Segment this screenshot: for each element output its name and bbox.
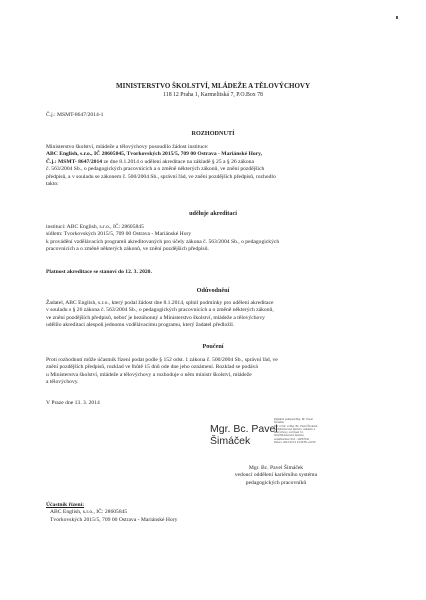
intro-line-3-rest: ze dne 8.1.2014 o udělení akreditace na základě § 25 a § 26 zákona <box>102 158 254 165</box>
instruction-line-4: a tělovýchovy. <box>46 379 79 386</box>
signature-metadata <box>274 418 358 444</box>
signature-name-line-2: Šimáček <box>210 435 251 447</box>
intro-line-5: předpisů, a v souladu se zákonem č. 500/2004 Sb., správní řád, ve znění pozdějších předpisů, rozhodlo <box>46 173 276 180</box>
signer-role-1: vedoucí oddělení kariérního systému <box>234 472 318 479</box>
ministry-address: 118 12 Praha 1, Karmelitská 7, P.O.Box 78 <box>163 92 263 98</box>
place-date: V Praze dne 13. 3. 2014 <box>46 400 100 406</box>
reference-number: Č.j.: MSMT-8647/2014-1 <box>46 112 104 118</box>
intro-ref: Č.j.: MSMT- 8647/2014 <box>46 158 103 165</box>
reasoning-heading: Odůvodnění <box>196 287 230 294</box>
intro-line-1: Ministerstvo školství, mládeže a tělovýchovy posoudilo žádost instituce: <box>46 144 209 150</box>
decision-heading: ROZHODNUTÍ <box>191 130 235 137</box>
participant-heading: Účastník řízení: <box>46 502 85 508</box>
instruction-line-2: znění pozdějších předpisů, rozklad ve lhůtě 15 dnů ode dne jeho oznámení. Rozklad se podává <box>46 364 258 371</box>
grant-heading: uděluje akreditaci <box>189 210 237 217</box>
reasoning-line-3: ve znění pozdějších předpisů, neboť je bezúhonný a Ministerstvo školství, mládeže a tělovýchovy <box>46 314 265 321</box>
signer-name: Mgr. Bc. Pavel Šimáček <box>248 465 304 471</box>
reasoning-line-2: v souladu s § 26 zákona č. 563/2004 Sb., o pedagogických pracovnících a o změně některých zákonů, <box>46 307 274 314</box>
signature-meta-line: Digitálně podepsal Mgr. Bc. Pavel <box>274 418 313 421</box>
instruction-paragraph <box>46 357 278 387</box>
ministry-title: MINISTERSTVO ŠKOLSTVÍ, MLÁDEŽE A TĚLOVÝCHOVY <box>115 82 311 90</box>
signer-role-2: pedagogických pracovníků <box>245 479 307 486</box>
grant-details <box>46 224 279 254</box>
signature-meta-line: serialNumber=ICA - 10257044 <box>274 437 309 441</box>
intro-paragraph <box>46 144 386 188</box>
participant-address: Tvorkovských 2015/5, 709 00 Ostrava - Mariánské Hory <box>50 516 178 523</box>
intro-line-2: ABC English, s.r.o., IČ 28605845, Tvorkovských 2015/5, 709 00 Ostrava - Mariánské Hory, <box>46 151 262 158</box>
reasoning-paragraph <box>46 300 274 330</box>
grant-purpose-1: k provádění vzdělávacích programů akreditovaných pro účely zákona č. 563/2004 Sb., o pedagogických <box>46 238 280 245</box>
signature-meta-line: Datum: 2014.03.13 13:39:59 +01'00' <box>274 441 316 445</box>
signature-meta-line: tělovýchovy, ou=Úsek ř.2, <box>274 431 304 435</box>
instruction-line-3: u Ministerstva školství, mládeže a tělovýchovy a rozhoduje o něm ministr školství, mládeže <box>46 371 252 378</box>
participant-block <box>46 502 177 524</box>
digital-signature <box>210 418 360 458</box>
reasoning-line-1: Žadatel, ABC English, s.r.o., který podal žádost dne 8.1.2014, splnil podmínky pro udělení akreditace <box>46 300 274 306</box>
intro-line-6: takto: <box>46 181 59 188</box>
participant-name: ABC English, s.r.o., IČ: 28605845 <box>50 509 128 516</box>
signature-meta-line: Šimáček <box>274 421 284 425</box>
intro-line-4: č. 563/2004 Sb., o pedagogických pracovnících a o změně některých zákonů, ve znění pozdějších <box>46 166 265 173</box>
instruction-heading: Poučení <box>202 343 224 350</box>
grant-institution: instituci: ABC English, s.r.o., IČ: 28605845 <box>46 224 144 230</box>
signature-meta-line: ou=Ministerstvo školství, mládeže a <box>274 427 316 431</box>
signer-block <box>196 465 356 487</box>
grant-seat: sídlem: Tvorkovských 2015/5, 709 00 Ostrava - Mariánské Hory <box>46 231 192 238</box>
validity-statement: Platnost akreditace se stanoví do 12. 3. 2020. <box>46 269 152 275</box>
signature-name-line-1: Mgr. Bc. Pavel <box>210 423 278 435</box>
signature-meta-line: DN: c=CZ, o=Mgr. Bc. Pavel Šimáček, <box>274 424 318 428</box>
page-mark <box>396 16 398 19</box>
signature-meta-line: dnQ=Ministerstvo školství, <box>274 434 305 438</box>
reasoning-line-4: udělilo akreditaci alespoň jednomu vzdělávacímu programu, který žadatel předložil. <box>46 322 235 329</box>
grant-purpose-2: pracovnících a o změně některých zákonů, ve znění pozdějších předpisů. <box>46 246 209 253</box>
instruction-line-1: Proti rozhodnutí může účastník řízení podat podle § 152 odst. 1 zákona č. 500/2004 Sb., správní řád, ve <box>46 357 278 363</box>
